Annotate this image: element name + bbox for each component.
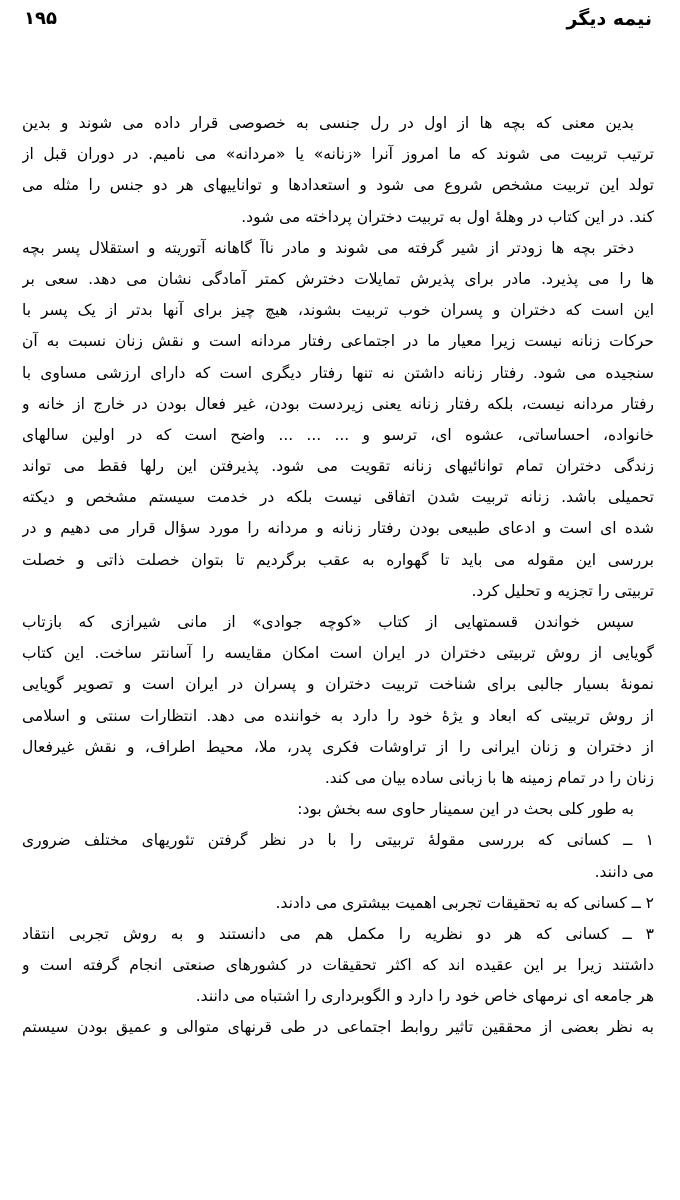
text-line: کند. در این کتاب در وهلهٔ اول به تربیت دختران پرداخته می شود. [241, 207, 654, 226]
text-line: خانواده، احساساتی، عشوه ای، ترسو و ... ... ... واضح است که در اولین سالهای [22, 425, 654, 444]
text-line: به نظر بعضی از محققین تاثیر روابط اجتماعی در طی قرنهای متوالی و عمیق بودن سیستم [22, 1018, 654, 1037]
text-line: تربیتی را تجزیه و تحلیل کرد. [471, 581, 654, 600]
text-line: تحمیلی باشد. زنانه تربیت شدن اتفاقی نیست بلکه در خدمت سیستم مشخص و دیکته [22, 488, 654, 507]
text-line: ۱ ــ کسانی که بررسی مقولهٔ تربیتی را با در نظر گرفتن تئوریهای مختلف ضروری [22, 831, 654, 850]
text-line: هر جامعه ای نرمهای خاص خود را دارد و الگوبرداری را اشتباه می دانند. [195, 987, 654, 1006]
text-line: ها را می پذیرد. مادر برای پذیرش تمایلات دخترش کمتر آمادگی نشان می دهد. سعی بر [22, 269, 654, 288]
text-line: ۳ ــ کسانی که هر دو نظریه را مکمل هم می دانستند و به روش تجربی انتقاد [22, 924, 654, 943]
text-line: رفتار مردانه نیست، بلکه رفتار زنانه یعنی زیردست بودن، غیر فعال بودن در خارج از خانه و [22, 394, 654, 413]
text-line: ۲ ــ کسانی که به تحقیقات تجربی اهمیت بیشتری می دادند. [275, 893, 654, 912]
text-line: سپس خواندن قسمتهایی از کتاب «کوچه جوادی» از مانی شیرازی که بازتاب [22, 613, 634, 631]
text-line: بررسی این مقوله می باید تا گهواره به عقب برگردیم تا بتوان خصلت ذاتی و خصلت [22, 550, 654, 569]
text-line: به طور کلی بحث در این سمینار حاوی سه بخش بود: [297, 800, 634, 819]
body-text [22, 108, 654, 1044]
text-line: سنجیده می شود. رفتار زنانه داشتن نه تنها رفتار دیگری است که دارای ارزشی مساوی با [22, 363, 654, 382]
text-line: این است که دختران و پسران خوب تربیت بشوند، هیچ چیز برای آنها بدتر از یک پسر با [22, 301, 654, 320]
text-line: حرکات زنانه نیست زیرا معیار ما در اجتماعی رفتار مردانه است و نقش زنان نسبت به آن [22, 332, 654, 351]
page-header [24, 4, 652, 34]
text-line: از دختران و زنان ایرانی را از تراوشات فکری پدر، ملا، محیط اطراف، و نقش غیرفعال [22, 737, 654, 756]
text-line: زنان را در تمام زمینه ها با زبانی ساده بیان می کند. [324, 768, 654, 787]
text-line: داشتند زیرا بر این عقیده اند که اکثر تحقیقات در کشورهای صنعتی انجام گرفته است و [22, 956, 654, 975]
text-line: گویایی از روش تربیتی دختران در ایران است امکان مقایسه را آسانتر ساخت. این کتاب [22, 644, 654, 663]
text-line: می دانند. [594, 862, 654, 881]
text-line: تولد این تربیت مشخص شروع می شود و استعدادها و تواناییهای هر دو جنس را مثله می [22, 176, 654, 195]
page-number: ۱۹۵ [24, 8, 57, 29]
text-line: شده ای است و ادعای طبیعی بودن رفتار زنانه و مردانه را مورد سؤال قرار می دهیم و در [22, 519, 654, 538]
text-line: از روش تربیتی که ابعاد و یژهٔ خود را دارد به خواننده می دهد. انتظارات سنتی و اسلامی [22, 706, 654, 725]
text-line: بدین معنی که بچه ها از اول در رل جنسی به خصوصی قرار داده می شوند و بدین [22, 114, 634, 132]
text-line: زندگی دختران تمام توانائیهای زنانه تقویت می شود. پذیرفتن این رلها فقط می تواند [22, 457, 654, 476]
text-line: دختر بچه ها زودتر از شیر گرفته می شوند و مادر ناآ گاهانه آتوریته و استقلال پسر بچه [22, 238, 634, 257]
text-line: ترتیب تربیت می شوند که ما امروز آنرا «زنانه» یا «مردانه» می نامیم. در دوران قبل از [22, 145, 654, 164]
running-title: نیمه دیگر [566, 8, 652, 30]
text-line: نمونهٔ بسیار جالبی برای شناخت تربیت دختران و پسران در ایران است و تصویر گویایی [22, 675, 654, 694]
